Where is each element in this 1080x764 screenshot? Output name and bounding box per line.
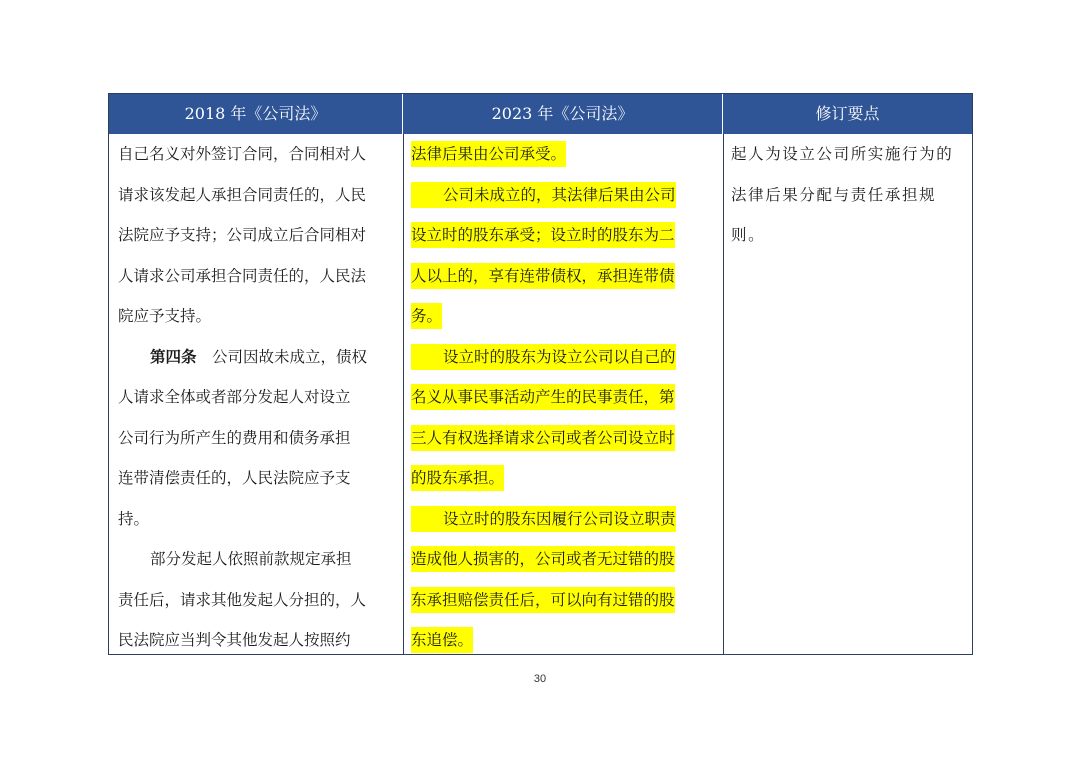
article-line	[118, 337, 398, 378]
column-revision-notes	[731, 134, 967, 256]
column-divider-1	[403, 134, 404, 655]
text-line: 人请求全体或者部分发起人对设立	[118, 388, 351, 406]
highlighted-text: 造成他人损害的，公司或者无过错的股	[411, 546, 675, 572]
highlighted-text: 务。	[411, 303, 442, 329]
text-line	[411, 377, 719, 418]
text-line	[411, 134, 719, 175]
text-line: 法院应予支持；公司成立后合同相对	[118, 226, 367, 244]
text-line: 责任后，请求其他发起人分担的，人	[118, 590, 367, 609]
text-line	[411, 175, 719, 216]
text-line: 起人为设立公司所实施行为的	[731, 145, 954, 163]
article-text: 公司因故未成立，债权	[196, 347, 368, 366]
column-2018	[118, 134, 398, 661]
text-line: 连带清偿责任的，人民法院应予支	[118, 469, 351, 487]
highlighted-text: 东追偿。	[411, 627, 473, 653]
highlighted-text: 法律后果由公司承受。	[411, 141, 566, 167]
text-line: 自己名义对外签订合同，合同相对人	[118, 145, 367, 163]
text-line	[411, 580, 719, 621]
highlighted-text: 名义从事民事活动产生的民事责任，第	[411, 384, 675, 410]
highlighted-text: 人以上的，享有连带债权，承担连带债	[411, 263, 675, 289]
text-line	[411, 296, 719, 337]
highlighted-text: 公司未成立的，其法律后果由公司	[411, 182, 676, 208]
text-line	[411, 215, 719, 256]
text-line: 部分发起人依照前款规定承担	[150, 550, 352, 568]
text-line: 则。	[731, 226, 766, 244]
text-line: 人请求公司承担合同责任的，人民法	[118, 266, 367, 285]
highlighted-text: 的股东承担。	[411, 465, 504, 491]
column-2023	[411, 134, 719, 661]
column-divider-2	[723, 134, 724, 655]
text-line	[411, 256, 719, 297]
header-2018: 2018 年《公司法》	[109, 94, 403, 134]
text-line: 公司行为所产生的费用和债务承担	[118, 428, 351, 447]
text-line	[411, 458, 719, 499]
highlighted-text: 三人有权选择请求公司或者公司设立时	[411, 425, 675, 451]
text-line: 法律后果分配与责任承担规	[731, 185, 937, 204]
page-number: 30	[533, 673, 547, 685]
table-header	[109, 94, 972, 134]
text-line	[411, 620, 719, 661]
highlighted-text: 设立时的股东承受；设立时的股东为二	[411, 222, 675, 248]
header-2023: 2023 年《公司法》	[403, 94, 723, 134]
text-line: 请求该发起人承担合同责任的，人民	[118, 185, 367, 204]
text-line: 院应予支持。	[118, 307, 212, 325]
highlighted-text: 东承担赔偿责任后，可以向有过错的股	[411, 587, 675, 613]
highlighted-text: 设立时的股东为设立公司以自己的	[411, 344, 676, 370]
text-line	[411, 539, 719, 580]
text-line	[411, 337, 719, 378]
text-line	[411, 499, 719, 540]
text-line	[411, 418, 719, 459]
header-revision-notes: 修订要点	[815, 104, 880, 123]
article-label: 第四条	[150, 346, 197, 366]
text-line: 持。	[118, 509, 150, 528]
text-line: 民法院应当判令其他发起人按照约	[118, 631, 351, 649]
comparison-table	[108, 93, 973, 655]
highlighted-text: 设立时的股东因履行公司设立职责	[411, 506, 676, 532]
